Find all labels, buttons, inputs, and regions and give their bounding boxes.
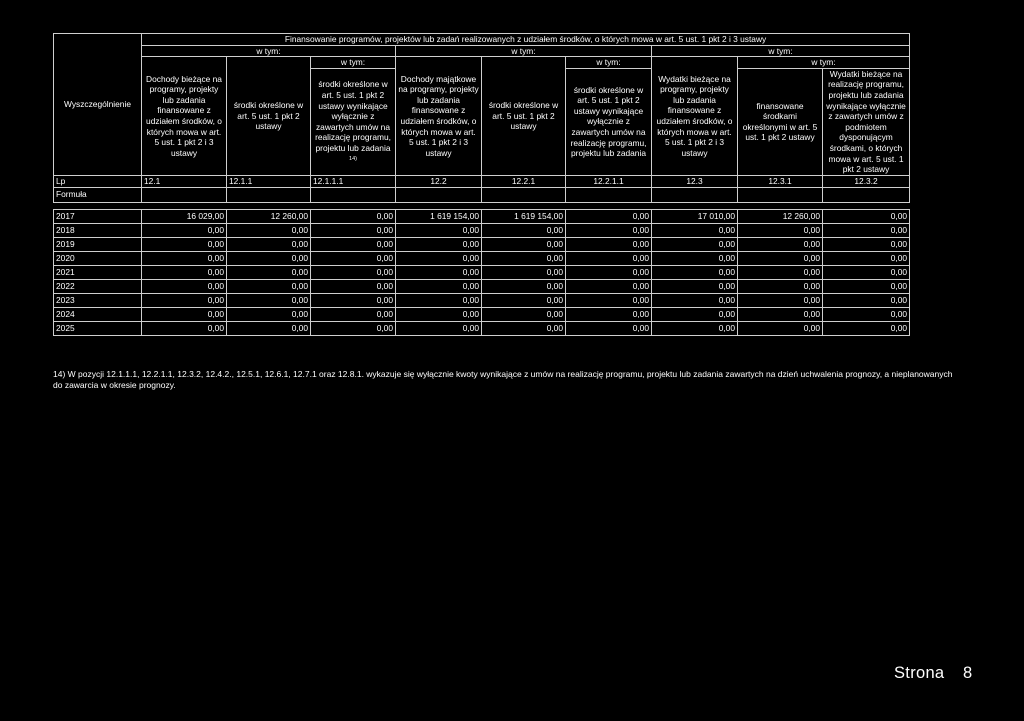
value-cell: 0,00 — [396, 321, 482, 335]
value-cell: 0,00 — [738, 307, 823, 321]
col-header-12-3-2: Wydatki bieżące na realizację programu, projektu lub zadania wynikające wyłącznie z zawartych umów z podmiotem dysponującym środkami, o których mowa w art. 5 ust. 1 pkt 2 ustawy — [823, 68, 910, 175]
lp-number: 12.1 — [142, 175, 227, 187]
col-header-12-3: Wydatki bieżące na programy, projekty lub zadania finansowane z udziałem środków, o których mowa w art. 5 ust. 1 pkt 2 i 3 ustawy — [652, 57, 738, 176]
formula-row — [54, 187, 910, 202]
value-cell: 0,00 — [142, 293, 227, 307]
year-cell: 2022 — [54, 279, 142, 293]
value-cell: 0,00 — [566, 237, 652, 251]
table-row — [54, 279, 910, 293]
value-cell: 0,00 — [142, 279, 227, 293]
table-row — [54, 307, 910, 321]
year-cell: 2017 — [54, 209, 142, 223]
value-cell: 0,00 — [482, 223, 566, 237]
value-cell: 0,00 — [227, 307, 311, 321]
value-cell: 0,00 — [566, 279, 652, 293]
value-cell: 0,00 — [482, 307, 566, 321]
wtym-header-12-3: w tym: — [652, 45, 910, 57]
value-cell: 0,00 — [566, 265, 652, 279]
year-cell: 2025 — [54, 321, 142, 335]
value-cell: 0,00 — [396, 237, 482, 251]
value-cell: 0,00 — [227, 251, 311, 265]
table-row — [54, 209, 910, 223]
value-cell: 0,00 — [311, 251, 396, 265]
value-cell: 0,00 — [652, 237, 738, 251]
value-cell: 0,00 — [142, 321, 227, 335]
value-cell: 0,00 — [738, 237, 823, 251]
value-cell: 0,00 — [823, 279, 910, 293]
data-rows — [54, 209, 910, 335]
value-cell: 0,00 — [227, 321, 311, 335]
value-cell: 0,00 — [142, 265, 227, 279]
col-header-12-2: Dochody majątkowe na programy, projekty lub zadania finansowane z udziałem środków, o których mowa w art. 5 ust. 1 pkt 2 i 3 ustawy — [396, 57, 482, 176]
value-cell: 0,00 — [652, 251, 738, 265]
table-row — [54, 251, 910, 265]
value-cell: 0,00 — [482, 251, 566, 265]
value-cell: 0,00 — [566, 209, 652, 223]
lp-number: 12.2 — [396, 175, 482, 187]
value-cell: 0,00 — [823, 293, 910, 307]
value-cell: 0,00 — [311, 321, 396, 335]
value-cell: 0,00 — [142, 251, 227, 265]
value-cell: 0,00 — [652, 265, 738, 279]
page-label: Strona — [894, 664, 945, 682]
value-cell: 0,00 — [652, 279, 738, 293]
footnote: 14) W pozycji 12.1.1.1, 12.2.1.1, 12.3.2, 12.4.2., 12.5.1, 12.6.1, 12.7.1 oraz 12.8.1. wykazuje się wyłącznie kwoty wynikające z umów na realizację programu, projektu lub zadania zawartych na dzień uchwalenia prognozy, a nieplanowanych do zawarcia w okresie prognozy. — [53, 369, 953, 390]
value-cell: 0,00 — [482, 265, 566, 279]
value-cell: 0,00 — [482, 321, 566, 335]
value-cell: 0,00 — [823, 209, 910, 223]
wtym-header-12-1: w tym: — [142, 45, 396, 57]
value-cell: 0,00 — [823, 223, 910, 237]
wtym-header-12-2: w tym: — [396, 45, 652, 57]
value-cell: 0,00 — [566, 307, 652, 321]
value-cell: 0,00 — [823, 265, 910, 279]
year-cell: 2021 — [54, 265, 142, 279]
value-cell: 0,00 — [652, 293, 738, 307]
value-cell: 0,00 — [311, 209, 396, 223]
value-cell: 0,00 — [396, 265, 482, 279]
value-cell: 16 029,00 — [142, 209, 227, 223]
value-cell: 0,00 — [482, 293, 566, 307]
lp-number: 12.3.2 — [823, 175, 910, 187]
value-cell: 1 619 154,00 — [482, 209, 566, 223]
page-number: 8 — [963, 664, 973, 682]
value-cell: 0,00 — [738, 279, 823, 293]
col-header-12-2-1: środki określone w art. 5 ust. 1 pkt 2 ustawy — [482, 57, 566, 176]
year-cell: 2020 — [54, 251, 142, 265]
group-header: Finansowanie programów, projektów lub zadań realizowanych z udziałem środków, o których mowa w art. 5 ust. 1 pkt 2 i 3 ustawy — [142, 34, 910, 46]
value-cell: 0,00 — [738, 265, 823, 279]
value-cell: 0,00 — [566, 293, 652, 307]
value-cell: 0,00 — [652, 223, 738, 237]
table-row — [54, 265, 910, 279]
value-cell: 0,00 — [566, 251, 652, 265]
lp-number: 12.3.1 — [738, 175, 823, 187]
value-cell: 12 260,00 — [738, 209, 823, 223]
lp-number: 12.1.1 — [227, 175, 311, 187]
value-cell: 0,00 — [142, 307, 227, 321]
value-cell: 0,00 — [652, 307, 738, 321]
year-cell: 2018 — [54, 223, 142, 237]
value-cell: 0,00 — [142, 237, 227, 251]
year-cell: 2019 — [54, 237, 142, 251]
value-cell: 0,00 — [311, 265, 396, 279]
value-cell: 0,00 — [311, 223, 396, 237]
col-header-12-1-1-1 — [311, 68, 396, 175]
value-cell: 0,00 — [566, 321, 652, 335]
value-cell: 0,00 — [227, 279, 311, 293]
value-cell: 0,00 — [823, 251, 910, 265]
value-cell: 0,00 — [482, 237, 566, 251]
value-cell: 0,00 — [311, 293, 396, 307]
table-row — [54, 321, 910, 335]
col-header-12-1-1: środki określone w art. 5 ust. 1 pkt 2 ustawy — [227, 57, 311, 176]
value-cell: 0,00 — [142, 223, 227, 237]
value-cell: 0,00 — [482, 279, 566, 293]
value-cell: 0,00 — [738, 321, 823, 335]
value-cell: 0,00 — [738, 223, 823, 237]
lp-number: 12.2.1.1 — [566, 175, 652, 187]
table-row — [54, 293, 910, 307]
value-cell: 0,00 — [311, 279, 396, 293]
value-cell: 0,00 — [652, 321, 738, 335]
year-cell: 2023 — [54, 293, 142, 307]
value-cell: 0,00 — [396, 307, 482, 321]
value-cell: 0,00 — [823, 321, 910, 335]
value-cell: 17 010,00 — [652, 209, 738, 223]
financing-table — [53, 33, 910, 336]
value-cell: 0,00 — [396, 293, 482, 307]
spacer-row — [54, 202, 910, 209]
col-header-12-1-1-1-text: środki określone w art. 5 ust. 1 pkt 2 ustawy wynikające wyłącznie z zawartych umów na realizację programu, projektu lub zadania — [315, 79, 391, 153]
value-cell: 0,00 — [311, 307, 396, 321]
value-cell: 0,00 — [396, 223, 482, 237]
lp-label: Lp — [54, 175, 142, 187]
value-cell: 0,00 — [738, 251, 823, 265]
col-header-12-3-1: finansowane środkami określonymi w art. 5 ust. 1 pkt 2 ustawy — [738, 68, 823, 175]
wtym-header-12-1-1: w tym: — [311, 57, 396, 69]
wtym-header-12-3-sub: w tym: — [738, 57, 910, 69]
value-cell: 0,00 — [823, 237, 910, 251]
value-cell: 0,00 — [227, 223, 311, 237]
value-cell: 0,00 — [823, 307, 910, 321]
wtym-header-12-2-1: w tym: — [566, 57, 652, 69]
stub-header: Wyszczególnienie — [54, 34, 142, 176]
lp-number: 12.3 — [652, 175, 738, 187]
value-cell: 0,00 — [566, 223, 652, 237]
value-cell: 0,00 — [311, 237, 396, 251]
value-cell: 0,00 — [738, 293, 823, 307]
formula-label: Formuła — [54, 187, 142, 202]
value-cell: 12 260,00 — [227, 209, 311, 223]
value-cell: 0,00 — [227, 237, 311, 251]
table-row — [54, 237, 910, 251]
table-row — [54, 223, 910, 237]
value-cell: 0,00 — [396, 279, 482, 293]
value-cell: 0,00 — [227, 265, 311, 279]
lp-row — [54, 175, 910, 187]
lp-number: 12.1.1.1 — [311, 175, 396, 187]
footnote-ref: 14) — [349, 155, 357, 162]
value-cell: 0,00 — [396, 251, 482, 265]
year-cell: 2024 — [54, 307, 142, 321]
col-header-12-2-1-1: środki określone w art. 5 ust. 1 pkt 2 ustawy wynikające wyłącznie z zawartych umów na realizację programu, projektu lub zadania — [566, 68, 652, 175]
value-cell: 1 619 154,00 — [396, 209, 482, 223]
col-header-12-1: Dochody bieżące na programy, projekty lub zadania finansowane z udziałem środków, o których mowa w art. 5 ust. 1 pkt 2 i 3 ustawy — [142, 57, 227, 176]
value-cell: 0,00 — [227, 293, 311, 307]
lp-number: 12.2.1 — [482, 175, 566, 187]
